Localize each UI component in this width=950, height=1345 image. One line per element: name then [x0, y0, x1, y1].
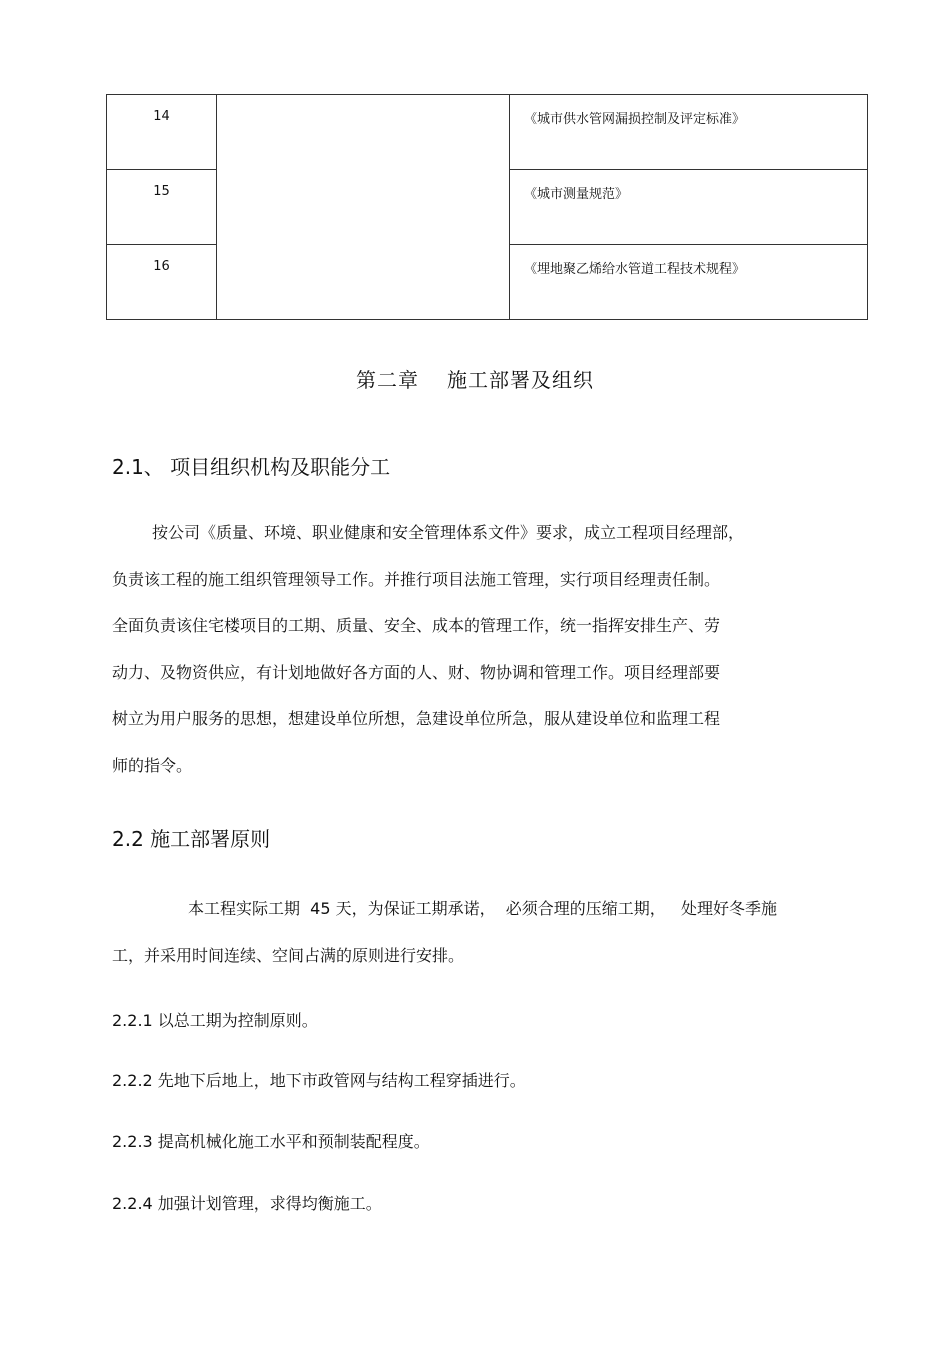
- standard-name: 《城市供水管网漏损控制及评定标准》: [510, 95, 868, 170]
- section-2-1-heading: 2.1、 项目组织机构及职能分工: [112, 455, 391, 479]
- chapter-number: 第二章: [356, 368, 419, 392]
- chapter-name: 施工部署及组织: [447, 368, 594, 392]
- paragraph-line: 全面负责该住宅楼项目的工期、质量、安全、成本的管理工作，统一指挥安排生产、劳: [112, 616, 721, 635]
- principle-item: 2.2.2 先地下后地上，地下市政管网与结构工程穿插进行。: [112, 1071, 526, 1090]
- row-number: 14: [107, 95, 217, 170]
- standard-name: 《城市测量规范》: [510, 170, 868, 245]
- row-number: 15: [107, 170, 217, 245]
- principle-item: 2.2.1 以总工期为控制原则。: [112, 1011, 318, 1030]
- paragraph-line: 树立为用户服务的思想，想建设单位所想，急建设单位所急，服从建设单位和监理工程: [112, 709, 721, 728]
- paragraph-line: 负责该工程的施工组织管理领导工作。并推行项目法施工管理，实行项目经理责任制。: [112, 569, 721, 589]
- standard-name: 《埋地聚乙烯给水管道工程技术规程》: [510, 245, 868, 320]
- section-2-2-heading: 2.2 施工部署原则: [112, 827, 271, 851]
- paragraph-line: 师的指令。: [112, 755, 193, 775]
- section-2-2-paragraph: [112, 886, 832, 979]
- table-row: [107, 95, 868, 170]
- row-number: 16: [107, 245, 217, 320]
- principle-item: 2.2.3 提高机械化施工水平和预制装配程度。: [112, 1132, 430, 1151]
- merged-empty-cell: [217, 95, 510, 320]
- chapter-title: [0, 364, 950, 393]
- paragraph-line: 按公司《质量、环境、职业健康和安全管理体系文件》要求，成立工程项目经理部，: [152, 523, 745, 542]
- standards-table: [106, 94, 868, 320]
- paragraph-line: 动力、及物资供应，有计划地做好各方面的人、财、物协调和管理工作。项目经理部要: [112, 662, 721, 682]
- principle-item: 2.2.4 加强计划管理，求得均衡施工。: [112, 1194, 382, 1213]
- paragraph-line: 工，并采用时间连续、空间占满的原则进行安排。: [112, 945, 465, 965]
- section-2-1-paragraph: [112, 510, 832, 789]
- paragraph-line: 本工程实际工期 45 天，为保证工期承诺， 必须合理的压缩工期， 处理好冬季施: [188, 899, 778, 918]
